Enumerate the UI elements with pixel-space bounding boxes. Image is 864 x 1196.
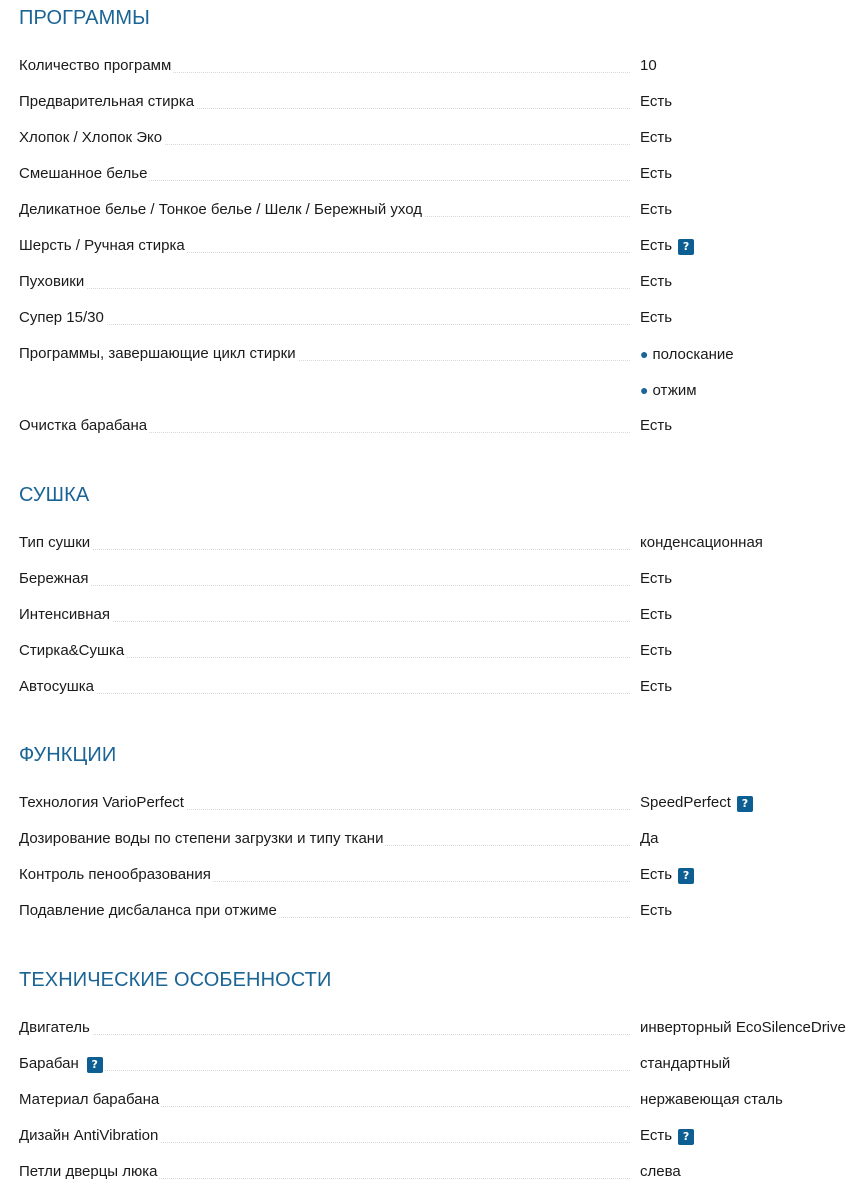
spec-value: нержавеющая сталь bbox=[640, 1091, 783, 1108]
spec-value: Есть bbox=[640, 237, 673, 254]
spec-value: стандартный bbox=[640, 1055, 731, 1072]
spec-row bbox=[19, 894, 864, 930]
spec-value: Есть bbox=[640, 201, 673, 218]
spec-value: Есть bbox=[640, 902, 673, 919]
spec-label: Очистка барабана bbox=[19, 417, 148, 434]
spec-label: Материал барабана bbox=[19, 1091, 160, 1108]
help-icon[interactable]: ? bbox=[678, 239, 694, 255]
spec-label: Интенсивная bbox=[19, 606, 110, 623]
spec-label: Дозирование воды по степени загрузки и типу ткани bbox=[19, 830, 384, 847]
spec-value-with-help bbox=[640, 237, 694, 255]
spec-row bbox=[19, 1011, 864, 1047]
spec-value: Есть bbox=[640, 417, 673, 434]
spec-value: Есть bbox=[640, 678, 673, 695]
spec-value-with-help bbox=[640, 1127, 694, 1145]
spec-row bbox=[19, 1155, 864, 1191]
spec-label: Хлопок / Хлопок Эко bbox=[19, 129, 163, 146]
spec-row bbox=[19, 373, 864, 409]
spec-value: конденсационная bbox=[640, 534, 763, 551]
spec-label: Подавление дисбаланса при отжиме bbox=[19, 902, 277, 919]
spec-value-with-help bbox=[640, 866, 694, 884]
spec-row bbox=[19, 157, 864, 193]
spec-label: Количество программ bbox=[19, 57, 172, 74]
dotted-leader bbox=[19, 585, 630, 586]
spec-row bbox=[19, 229, 864, 265]
section-title: ПРОГРАММЫ bbox=[19, 7, 150, 29]
spec-label: Программы, завершающие цикл стирки bbox=[19, 345, 296, 362]
spec-label: Контроль пенообразования bbox=[19, 866, 211, 883]
spec-value: Есть bbox=[640, 129, 673, 146]
spec-label: Тип сушки bbox=[19, 534, 91, 551]
section-title: ФУНКЦИИ bbox=[19, 744, 117, 766]
dotted-leader bbox=[19, 324, 630, 325]
spec-value: SpeedPerfect bbox=[640, 794, 731, 811]
spec-row bbox=[19, 786, 864, 822]
spec-label: Двигатель bbox=[19, 1019, 90, 1036]
spec-label: Супер 15/30 bbox=[19, 309, 104, 326]
spec-label: Деликатное белье / Тонкое белье / Шелк / Бережный уход bbox=[19, 201, 422, 218]
spec-label: Стирка&Сушка bbox=[19, 642, 125, 659]
dotted-leader bbox=[19, 693, 630, 694]
section-title: СУШКА bbox=[19, 484, 90, 506]
spec-label: Предварительная стирка bbox=[19, 93, 195, 110]
spec-label-with-help bbox=[19, 1055, 105, 1073]
spec-row bbox=[19, 193, 864, 229]
spec-row bbox=[19, 1119, 864, 1155]
spec-list bbox=[19, 1011, 864, 1191]
spec-label: Дизайн AntiVibration bbox=[19, 1127, 159, 1144]
spec-value: полоскание bbox=[652, 346, 734, 363]
section-drying bbox=[19, 477, 864, 706]
spec-row bbox=[19, 85, 864, 121]
spec-row bbox=[19, 670, 864, 706]
spec-value: Есть bbox=[640, 309, 673, 326]
section-programs bbox=[19, 0, 864, 445]
spec-row bbox=[19, 634, 864, 670]
spec-value: инверторный EcoSilenceDrive bbox=[640, 1019, 846, 1036]
spec-value: Есть bbox=[640, 642, 673, 659]
spec-value: Есть bbox=[640, 606, 673, 623]
spec-row bbox=[19, 121, 864, 157]
help-icon[interactable]: ? bbox=[737, 796, 753, 812]
spec-row bbox=[19, 562, 864, 598]
section-title: ТЕХНИЧЕСКИЕ ОСОБЕННОСТИ bbox=[19, 969, 332, 991]
spec-label: Автосушка bbox=[19, 678, 94, 695]
help-icon[interactable]: ? bbox=[678, 868, 694, 884]
dotted-leader bbox=[19, 1070, 630, 1071]
spec-list bbox=[19, 49, 864, 445]
spec-value: 10 bbox=[640, 57, 657, 74]
spec-list bbox=[19, 526, 864, 706]
spec-label: Петли дверцы люка bbox=[19, 1163, 158, 1180]
spec-value: Есть bbox=[640, 866, 673, 883]
spec-value: Есть bbox=[640, 570, 673, 587]
spec-row bbox=[19, 1047, 864, 1083]
spec-row bbox=[19, 598, 864, 634]
spec-value-list-item bbox=[640, 345, 734, 364]
help-icon[interactable]: ? bbox=[87, 1057, 103, 1073]
spec-value: Есть bbox=[640, 93, 673, 110]
bullet-icon: ● bbox=[640, 346, 649, 362]
spec-value-with-help bbox=[640, 794, 753, 812]
dotted-leader bbox=[19, 549, 630, 550]
spec-row bbox=[19, 526, 864, 562]
help-icon[interactable]: ? bbox=[678, 1129, 694, 1145]
spec-value-list-item bbox=[640, 381, 697, 400]
spec-value: Да bbox=[640, 830, 659, 847]
spec-row bbox=[19, 1083, 864, 1119]
dotted-leader bbox=[19, 1034, 630, 1035]
dotted-leader bbox=[19, 288, 630, 289]
spec-row bbox=[19, 49, 864, 85]
bullet-icon: ● bbox=[640, 382, 649, 398]
spec-row bbox=[19, 858, 864, 894]
spec-value: Есть bbox=[640, 1127, 673, 1144]
spec-value: отжим bbox=[652, 382, 697, 399]
spec-value: слева bbox=[640, 1163, 681, 1180]
spec-row bbox=[19, 409, 864, 445]
spec-label: Смешанное белье bbox=[19, 165, 148, 182]
section-functions bbox=[19, 737, 864, 930]
spec-label: Шерсть / Ручная стирка bbox=[19, 237, 185, 254]
section-technical bbox=[19, 962, 864, 1191]
spec-row bbox=[19, 822, 864, 858]
spec-label: Бережная bbox=[19, 570, 89, 587]
spec-row bbox=[19, 265, 864, 301]
spec-value: Есть bbox=[640, 273, 673, 290]
spec-label: Барабан bbox=[19, 1055, 79, 1072]
spec-list bbox=[19, 786, 864, 930]
spec-label: Пуховики bbox=[19, 273, 85, 290]
spec-value: Есть bbox=[640, 165, 673, 182]
spec-label: Технология VarioPerfect bbox=[19, 794, 184, 811]
spec-row bbox=[19, 337, 864, 373]
spec-row bbox=[19, 301, 864, 337]
